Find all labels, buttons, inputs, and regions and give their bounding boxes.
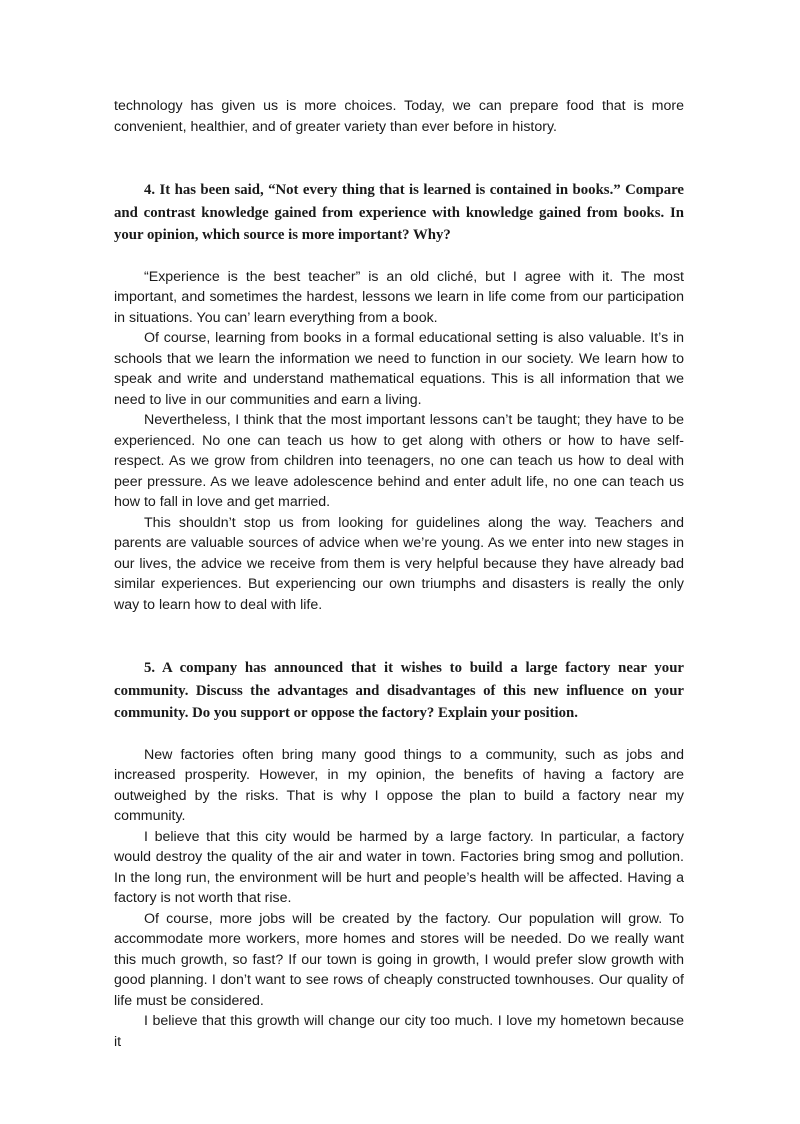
document-page [114, 96, 684, 1052]
q5-paragraph-3: Of course, more jobs will be created by the factory. Our population will grow. To accommodate more workers, more homes and stores will be needed. Do we really want this much growth, so fast? If our town is going in growth, I would prefer slow growth with good planning. I don’t want to see rows of cheaply constructed townhouses. Our quality of life must be considered. [114, 910, 684, 1009]
section3-closing-paragraph: technology has given us is more choices. Today, we can prepare food that is more convenient, healthier, and of greater variety than ever before in history. [114, 98, 684, 135]
q4-paragraph-1: “Experience is the best teacher” is an old cliché, but I agree with it. The most important, and sometimes the hardest, lessons we learn in life come from our participation in situations. You can’ learn everything from a book. [114, 268, 684, 326]
q5-paragraph-2: I believe that this city would be harmed by a large factory. In particular, a factory would destroy the quality of the air and water in town. Factories bring smog and pollution. In the long run, the environment will be hurt and people’s health will be affected. Having a factory is not worth that rise. [114, 828, 684, 906]
q4-paragraph-3: Nevertheless, I think that the most important lessons can’t be taught; they have to be experienced. No one can teach us how to get along with others or how to have self-respect. As we grow from children into teenagers, no one can teach us how to deal with peer pressure. As we leave adolescence behind and enter adult life, no one can teach us how to fall in love and get married. [114, 412, 684, 510]
question-4-heading: 4. It has been said, “Not every thing that is learned is contained in books.” Compare and contrast knowledge gained from experience with knowledge gained from books. In your opinion, which source is more important? Why? [114, 182, 684, 243]
q4-paragraph-2: Of course, learning from books in a formal educational setting is also valuable. It’s in schools that we learn the information we need to function in our society. We learn how to speak and write and understand mathematical equations. This is all information that we need to live in our communities and earn a living. [114, 330, 684, 408]
q5-paragraph-1: New factories often bring many good things to a community, such as jobs and increased prosperity. However, in my opinion, the benefits of having a factory are outweighed by the risks. That is why I oppose the plan to build a factory near my community. [114, 746, 684, 824]
q4-paragraph-4: This shouldn’t stop us from looking for guidelines along the way. Teachers and parents are valuable sources of advice when we’re young. As we enter into new stages in our lives, the advice we receive from them is very helpful because they have already bad similar experiences. But experiencing our own triumphs and disasters is really the only way to learn how to deal with life. [114, 514, 684, 613]
q5-paragraph-4: I believe that this growth will change our city too much. I love my hometown because it [114, 1013, 684, 1050]
question-5-heading: 5. A company has announced that it wishes to build a large factory near your community. Discuss the advantages and disadvantages of this new influence on your community. Do you support or oppose the factory? Explain your position. [114, 660, 684, 721]
